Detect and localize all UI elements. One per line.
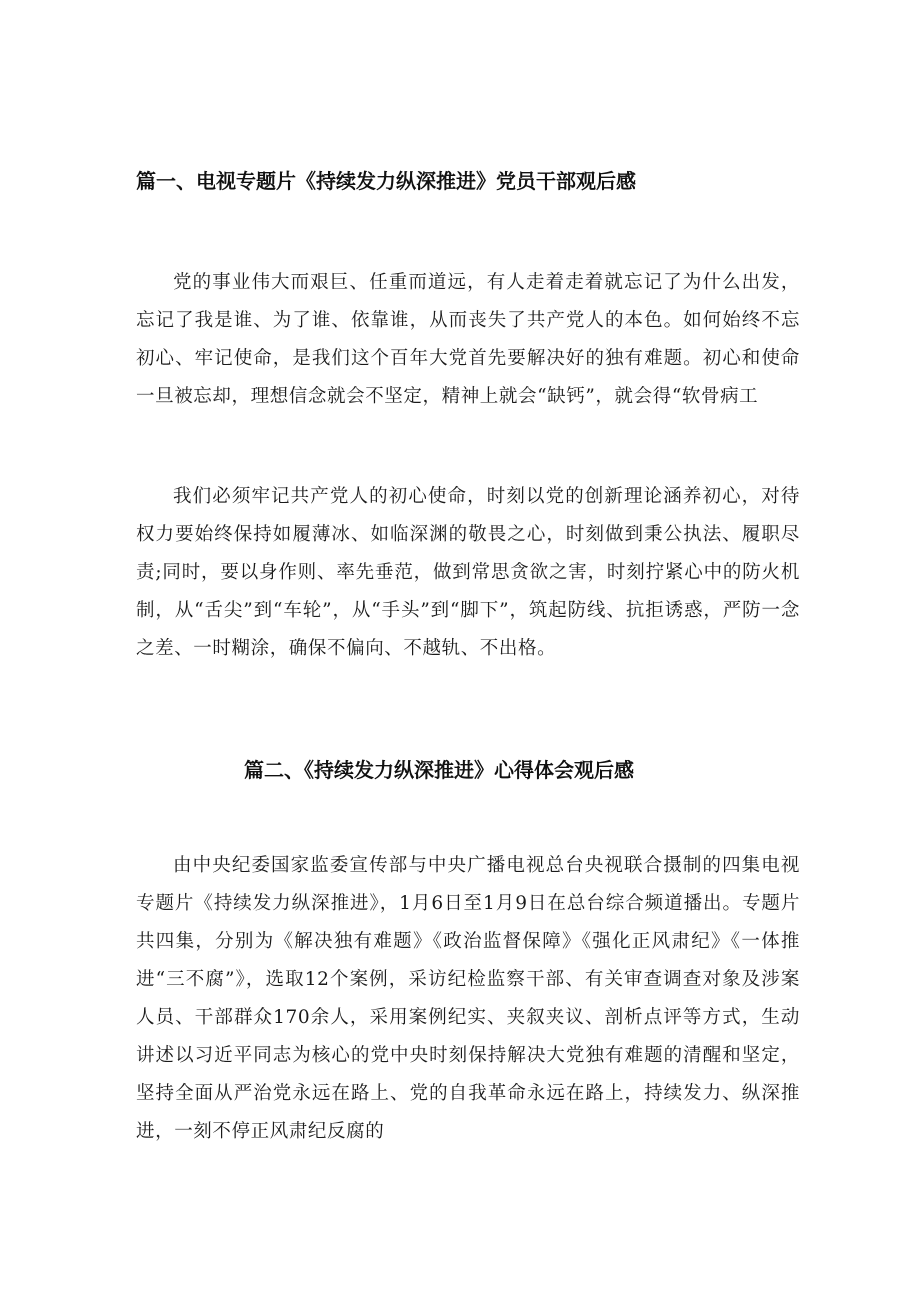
section-1-paragraph-1: 党的事业伟大而艰巨、任重而道远，有人走着走着就忘记了为什么出发，忘记了我是谁、为了谁、依靠谁，从而丧失了共产党人的本色。如何始终不忘初心、牢记使命，是我们这个百年大党首先要解决好的独有难题。初心和使命一旦被忘却，理想信念就会不坚定，精神上就会“缺钙”，就会得“软骨病工 — [136, 272, 800, 407]
section-1-paragraph-2: 我们必须牢记共产党人的初心使命，时刻以党的创新理论涵养初心，对待权力要始终保持如履薄冰、如临深渊的敬畏之心，时刻做到秉公执法、履职尽责;同时，要以身作则、率先垂范，做到常思贪欲之害，时刻拧紧心中的防火机制，从“舌尖”到“车轮”，从“手头”到“脚下”，筑起防线、抗拒诱惑，严防一念之差、一时糊涂，确保不偏向、不越轨、不出格。 — [136, 486, 800, 659]
section-2-paragraph-1: 由中央纪委国家监委宣传部与中央广播电视总台央视联合摄制的四集电视专题片《持续发力纵深推进》，1月6日至1月9日在总台综合频道播出。专题片共四集，分别为《解决独有难题》《政治监督保障》《强化正风肃纪》《一体推进“三不腐”》，选取12个案例，采访纪检监察干部、有关审查调查对象及涉案人员、干部群众170余人，采用案例纪实、夹叙夹议、剖析点评等方式，生动讲述以习近平同志为核心的党中央时刻保持解决大党独有难题的清醒和坚定，坚持全面从严治党永远在路上、党的自我革命永远在路上，持续发力、纵深推进，一刻不停正风肃纪反腐的 — [136, 855, 800, 1142]
section-1-heading: 篇一、电视专题片《持续发力纵深推进》党员干部观后感 — [136, 169, 636, 193]
section-2-heading: 篇二、《持续发力纵深推进》心得体会观后感 — [244, 758, 634, 782]
